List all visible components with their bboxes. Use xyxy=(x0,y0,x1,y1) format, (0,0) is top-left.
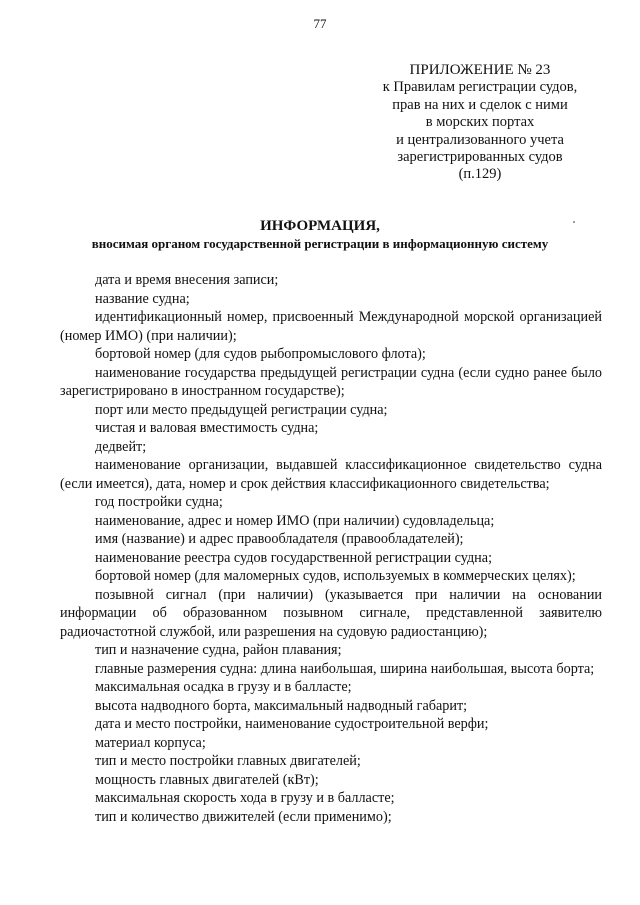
list-item: чистая и валовая вместимость судна; xyxy=(95,420,319,436)
list-item: тип и место постройки главных двигателей; xyxy=(95,753,361,769)
list-item: максимальная осадка в грузу и в балласте; xyxy=(95,679,352,695)
list-item: дедвейт; xyxy=(95,438,147,455)
document-title: ИНФОРМАЦИЯ, xyxy=(260,218,380,234)
appendix-line: и централизованного учета xyxy=(396,131,564,148)
list-item: бортовой номер (для судов рыбопромыслового флота); xyxy=(95,346,426,362)
list-item: год постройки судна; xyxy=(95,494,223,510)
page-number: 77 xyxy=(313,16,327,31)
appendix-line: зарегистрированных судов xyxy=(397,149,563,166)
appendix-line: (п.129) xyxy=(458,166,502,183)
document-subtitle: вносимая органом государственной регистрации в информационную систему xyxy=(91,236,549,251)
appendix-line: в морских портах xyxy=(425,114,535,131)
list-item: имя (название) и адрес правообладателя (правообладателей); xyxy=(95,531,464,547)
list-item: наименование реестра судов государственной регистрации судна; xyxy=(95,549,493,566)
list-item: наименование организации, выдавшей классификационное свидетельство судна (если имеется), дата, номер и срок действия классификационного свидетельства; xyxy=(60,457,602,492)
list-item: наименование государства предыдущей регистрации судна (если судно ранее было зарегистрировано в иностранном государстве); xyxy=(60,364,602,399)
list-item: главные размерения судна: длина наибольшая, ширина наибольшая, высота борта; xyxy=(95,660,595,677)
list-item: максимальная скорость хода в грузу и в балласте; xyxy=(95,790,395,806)
list-item: название судна; xyxy=(95,290,190,307)
list-item: тип и количество движителей (если применимо); xyxy=(95,808,392,825)
appendix-title: ПРИЛОЖЕНИЕ № 23 xyxy=(409,62,551,78)
appendix-block xyxy=(330,62,630,184)
items-list xyxy=(60,271,602,826)
list-item: дата и место постройки, наименование судостроительной верфи; xyxy=(95,716,489,732)
appendix-line: прав на них и сделок с ними xyxy=(392,96,568,113)
list-item: мощность главных двигателей (кВт); xyxy=(95,771,319,788)
list-item: порт или место предыдущей регистрации судна; xyxy=(95,401,388,418)
list-item: идентификационный номер, присвоенный Международной морской организацией (номер ИМО) (при наличии); xyxy=(60,309,602,344)
list-item: позывной сигнал (при наличии) (указывается при наличии на основании информации об образованном позывном сигнале, представленной заявителю радиочастотной службой, или разрешения на судовую радиостанцию); xyxy=(60,586,602,640)
list-item: наименование, адрес и номер ИМО (при наличии) судовладельца; xyxy=(95,512,495,529)
appendix-line: к Правилам регистрации судов, xyxy=(382,79,578,96)
list-item: дата и время внесения записи; xyxy=(95,272,279,288)
list-item: материал корпуса; xyxy=(95,734,206,751)
list-item: бортовой номер (для маломерных судов, используемых в коммерческих целях); xyxy=(95,568,576,584)
list-item: высота надводного борта, максимальный надводный габарит; xyxy=(95,697,468,714)
list-item: тип и назначение судна, район плавания; xyxy=(95,642,342,658)
